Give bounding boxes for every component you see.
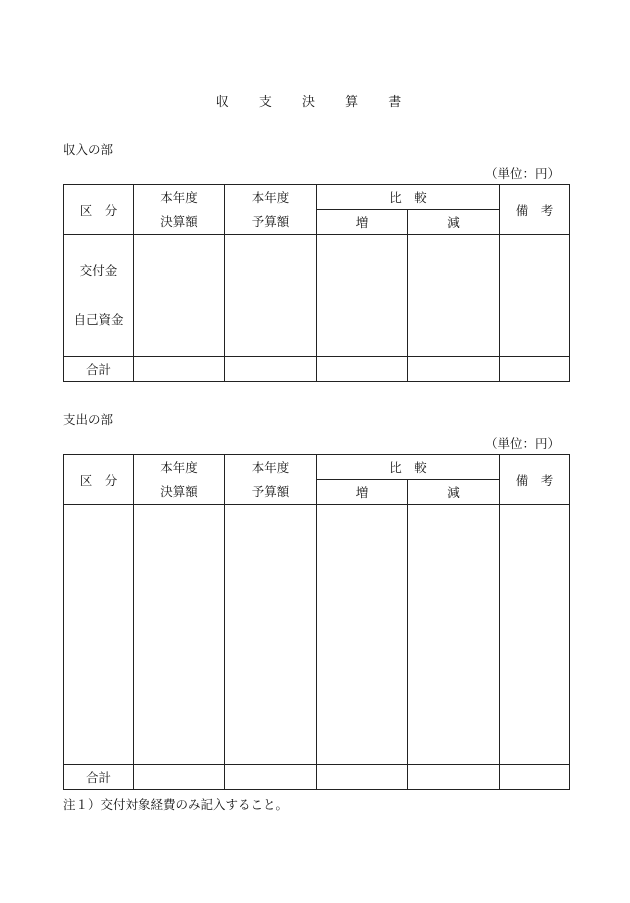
header-settled: 本年度 決算額 <box>134 455 225 505</box>
income-total-decrease <box>408 357 500 382</box>
header-increase: 増 <box>317 480 408 505</box>
income-table <box>63 184 570 382</box>
expense-total-settled <box>134 765 225 790</box>
header-budget: 本年度 予算額 <box>225 185 317 235</box>
header-remarks: 備 考 <box>500 185 570 235</box>
expense-decrease-cell <box>408 505 500 765</box>
expense-increase-cell <box>317 505 408 765</box>
header-increase: 増 <box>317 210 408 235</box>
expense-table <box>63 454 570 790</box>
expense-unit-label: （単位：円） <box>484 436 560 451</box>
header-settled: 本年度 決算額 <box>134 185 225 235</box>
expense-total-label: 合計 <box>64 765 134 790</box>
header-category: 区 分 <box>64 185 134 235</box>
income-increase-cell <box>317 235 408 357</box>
header-decrease: 減 <box>408 480 500 505</box>
document-title: 収 支 決 算 書 <box>215 95 415 110</box>
income-total-increase <box>317 357 408 382</box>
income-item: 自己資金 <box>73 312 124 327</box>
expense-budget-cell <box>225 505 317 765</box>
income-total-label: 合計 <box>64 357 134 382</box>
footnote: 注１）交付対象経費のみ記入すること。 <box>63 797 289 812</box>
header-compare: 比 較 <box>317 455 500 480</box>
expense-total-increase <box>317 765 408 790</box>
header-category: 区 分 <box>64 455 134 505</box>
header-budget: 本年度 予算額 <box>225 455 317 505</box>
income-decrease-cell <box>408 235 500 357</box>
income-budget-cell <box>225 235 317 357</box>
income-items-cell <box>64 235 134 357</box>
header-remarks: 備 考 <box>500 455 570 505</box>
income-unit-label: （単位：円） <box>484 166 560 181</box>
income-section-label: 収入の部 <box>63 142 114 157</box>
expense-remarks-cell <box>500 505 570 765</box>
income-total-remarks <box>500 357 570 382</box>
header-decrease: 減 <box>408 210 500 235</box>
expense-settled-cell <box>134 505 225 765</box>
expense-total-decrease <box>408 765 500 790</box>
income-total-budget <box>225 357 317 382</box>
income-total-settled <box>134 357 225 382</box>
expense-total-remarks <box>500 765 570 790</box>
income-settled-cell <box>134 235 225 357</box>
header-compare: 比 較 <box>317 185 500 210</box>
expense-section-label: 支出の部 <box>63 412 114 427</box>
income-remarks-cell <box>500 235 570 357</box>
income-item: 交付金 <box>79 263 118 278</box>
expense-items-cell <box>64 505 134 765</box>
expense-total-budget <box>225 765 317 790</box>
